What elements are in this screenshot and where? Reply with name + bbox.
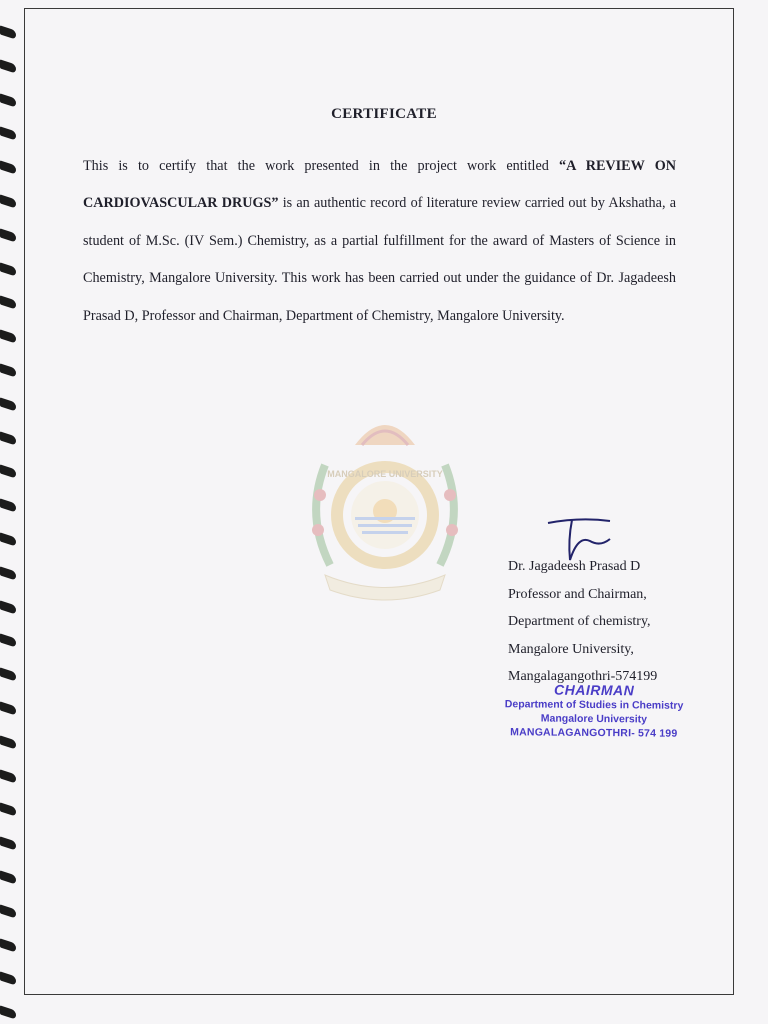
- paragraph-text-intro: This is to certify that the work presented in the project work entitled: [83, 158, 560, 174]
- spiral-ring: [0, 532, 16, 546]
- spiral-ring: [0, 465, 16, 479]
- spiral-ring: [0, 837, 16, 851]
- signatory-name: Dr. Jagadeesh Prasad D: [508, 559, 641, 574]
- project-title: “A REVIEW ON CARDIOVASCULAR DRUGS”: [83, 158, 676, 212]
- stamp-line-chairman: CHAIRMAN: [554, 681, 635, 699]
- spiral-ring: [0, 600, 16, 614]
- stamp-line-university: Mangalore University: [540, 712, 648, 726]
- spiral-ring: [0, 330, 16, 344]
- spiral-ring: [0, 296, 16, 310]
- spiral-ring: [0, 499, 16, 513]
- spiral-ring: [0, 161, 16, 175]
- spiral-ring: [0, 668, 16, 682]
- signatory-block: [508, 553, 657, 691]
- spiral-ring: [0, 701, 16, 715]
- paragraph-text-body: is an authentic record of literature review carried out by Akshatha, a student of M.Sc. (IV Sem.) Chemistry, as a partial fulfillment for the award of Masters of Science in Chemistry, Mangalore University. This work has been carried out under the guidance of Dr. Jagadeesh Prasad D, Professor and Chairman, Department of Chemistry, Mangalore University.: [83, 195, 676, 324]
- stamp-line-address: MANGALAGANGOTHRI- 574 199: [510, 726, 678, 740]
- spiral-ring: [0, 904, 16, 918]
- spiral-ring: [0, 431, 16, 445]
- spiral-ring: [0, 566, 16, 580]
- stamp-line-department: Department of Studies in Chemistry: [504, 698, 684, 712]
- official-stamp: [486, 681, 703, 742]
- signatory-title: Professor and Chairman,: [508, 586, 647, 602]
- spiral-ring: [0, 194, 16, 208]
- signatory-university: Mangalore University,: [508, 641, 634, 657]
- spiral-ring: [0, 127, 16, 141]
- signatory-department: Department of chemistry,: [508, 614, 651, 629]
- spiral-ring: [0, 1006, 16, 1020]
- spiral-ring: [0, 870, 16, 884]
- spiral-ring: [0, 769, 16, 783]
- seal-text: MANGALORE UNIVERSITY: [327, 469, 443, 479]
- university-seal-watermark: [300, 405, 470, 615]
- spiral-ring: [0, 938, 16, 952]
- signatory-place: Mangalagangothri-574199: [508, 669, 658, 684]
- spiral-binding: [0, 0, 20, 1024]
- spiral-ring: [0, 397, 16, 411]
- certificate-paragraph: [83, 148, 676, 335]
- spiral-ring: [0, 972, 16, 986]
- spiral-ring: [0, 803, 16, 817]
- certificate-heading: CERTIFICATE: [331, 106, 437, 122]
- spiral-ring: [0, 262, 16, 276]
- spiral-ring: [0, 735, 16, 749]
- spiral-ring: [0, 228, 16, 242]
- spiral-ring: [0, 25, 16, 39]
- spiral-ring: [0, 59, 16, 73]
- spiral-ring: [0, 363, 16, 377]
- spiral-ring: [0, 634, 16, 648]
